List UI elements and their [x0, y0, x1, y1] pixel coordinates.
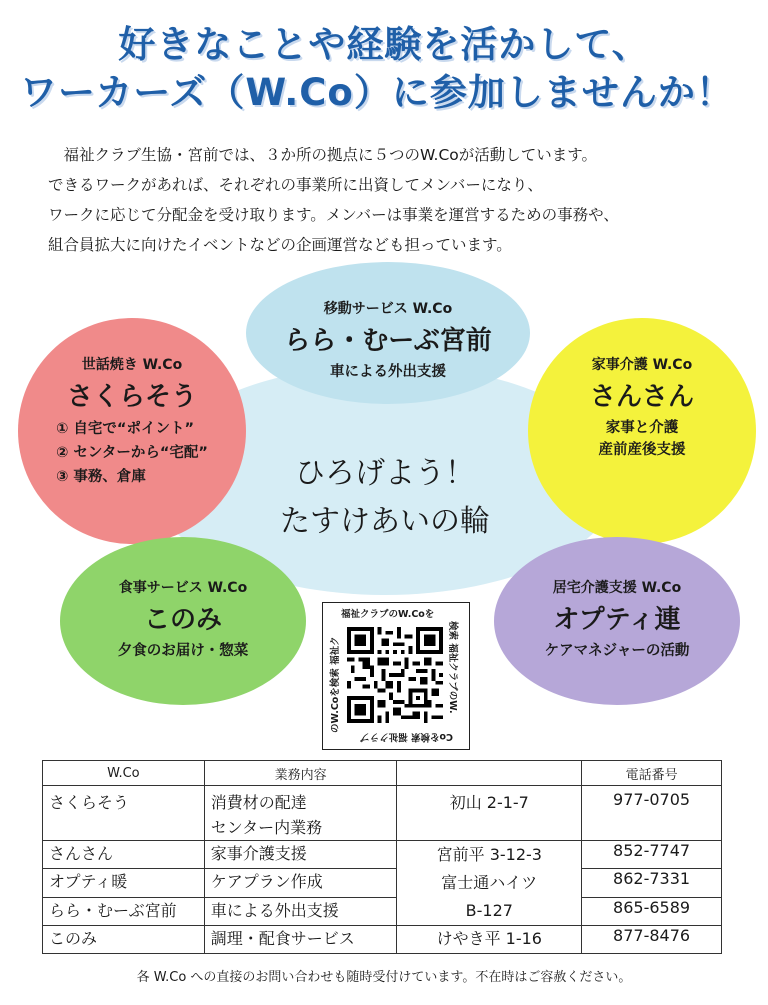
list-item: ② センターから“宅配”	[56, 445, 208, 461]
slogan-line1: ひろげよう！	[295, 456, 475, 491]
work-line: 消費材の配達	[210, 793, 307, 812]
table-row	[43, 841, 722, 869]
header-address	[397, 761, 582, 786]
address-line: 宮前平 3-12-3	[436, 845, 542, 864]
circle-category: 居宅介護支援 W.Co	[552, 580, 682, 596]
table-row	[43, 786, 722, 841]
cell-address: 初山 2-1-7	[397, 786, 582, 841]
address-line: 富士通ハイツ	[441, 873, 538, 892]
circle-desc: ケアマネジャーの活動	[544, 643, 690, 659]
circle-lala-muubu	[246, 262, 530, 404]
center-slogan	[220, 450, 550, 546]
circle-category: 食事サービス W.Co	[118, 580, 248, 596]
cell-phone[interactable]: 865-6589	[582, 897, 722, 925]
cell-wco: さくらそう	[43, 786, 205, 841]
cell-work: 調理・配食サービス	[204, 926, 397, 954]
intro-paragraph	[48, 140, 738, 260]
cell-work: 家事介護支援	[204, 841, 397, 869]
slogan-line2: たすけあいの輪	[280, 504, 490, 539]
list-item: ③ 事務、倉庫	[56, 469, 146, 485]
circle-sakurasou	[18, 318, 246, 544]
table-row	[43, 869, 722, 897]
qr-caption-bottom: Coを検索 福祉クラブ	[360, 731, 453, 742]
circle-list	[56, 417, 208, 489]
circle-optimi	[494, 537, 740, 705]
cell-phone[interactable]: 862-7331	[582, 869, 722, 897]
cell-work: 車による外出支援	[204, 897, 397, 925]
qr-caption-right: 検索 福祉クラブのW.	[447, 621, 458, 714]
cell-work: ケアプラン作成	[204, 869, 397, 897]
header-work: 業務内容	[204, 761, 397, 786]
headline-line1: 好きなことや経験を活かして、	[118, 23, 650, 66]
table-header-row	[43, 761, 722, 786]
circle-name: さんさん	[589, 382, 694, 412]
circle-category: 移動サービス W.Co	[323, 301, 453, 317]
header-phone: 電話番号	[582, 761, 722, 786]
address-line: B-127	[465, 901, 513, 920]
intro-line: ワークに応じて分配金を受け取ります。メンバーは事業を運営するための事務や、	[48, 206, 619, 224]
circle-desc: 車による外出支援	[330, 364, 446, 380]
circle-name: オプティ連	[553, 605, 681, 635]
circle-desc: 夕食のお届け・惣菜	[117, 643, 249, 659]
cell-phone[interactable]: 977-0705	[582, 786, 722, 841]
qr-code-panel[interactable]	[322, 602, 470, 750]
wco-info-table	[42, 760, 722, 954]
cell-wco: さんさん	[43, 841, 205, 869]
circle-name: このみ	[143, 605, 222, 635]
circle-name: さくらそう	[66, 382, 197, 412]
circle-category: 家事介護 W.Co	[591, 357, 693, 373]
cell-phone[interactable]: 852-7747	[582, 841, 722, 869]
cell-address: けやき平 1-16	[397, 926, 582, 954]
cell-work	[204, 786, 397, 841]
qr-caption-left: のW.Coを検索 福祉ク	[330, 636, 341, 733]
cell-wco: オプティ暖	[43, 869, 205, 897]
list-item: ① 自宅で“ポイント”	[56, 421, 194, 437]
table-row	[43, 926, 722, 954]
cell-phone[interactable]: 877-8476	[582, 926, 722, 954]
circle-category: 世話焼き W.Co	[81, 357, 183, 373]
circle-konomi	[60, 537, 306, 705]
intro-line: 組合員拡大に向けたイベントなどの企画運営なども担っています。	[48, 236, 512, 254]
intro-line: できるワークがあれば、それぞれの事業所に出資してメンバーになり、	[48, 176, 543, 194]
cell-wco: このみ	[43, 926, 205, 954]
cell-wco: らら・むーぶ宮前	[43, 897, 205, 925]
qr-caption-top: 福祉クラブのW.Coを	[341, 609, 435, 620]
qr-code-icon	[347, 627, 443, 723]
circle-desc: 家事と介護	[605, 420, 679, 436]
intro-line: 福祉クラブ生協・宮前では、３か所の拠点に５つのW.Coが活動しています。	[48, 146, 598, 164]
circle-desc: 産前産後支援	[598, 442, 686, 458]
footer-note: 各 W.Co への直接のお問い合わせも随時受付けています。不在時はご容赦ください。	[136, 970, 632, 985]
work-line: センター内業務	[210, 818, 323, 837]
header-wco: W.Co	[43, 761, 205, 786]
circle-sansan	[528, 318, 756, 544]
table-row	[43, 897, 722, 925]
cell-address-shared	[397, 841, 582, 926]
headline-line2: ワーカーズ（W.Co）に参加しませんか！	[20, 71, 734, 114]
circle-name: らら・むーぶ宮前	[284, 326, 492, 356]
